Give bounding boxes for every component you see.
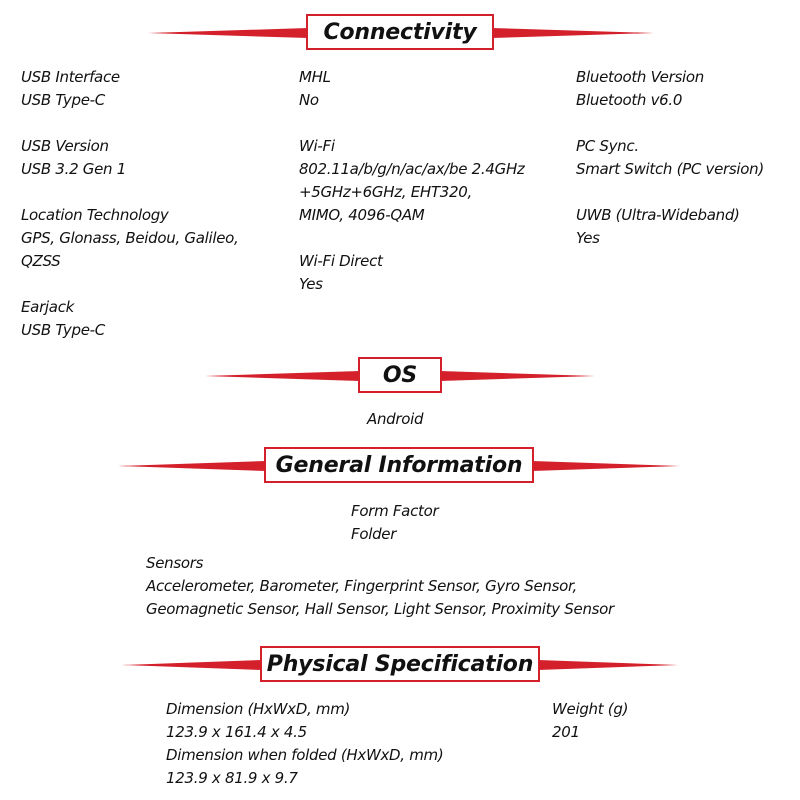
spec-pc-sync — [576, 135, 764, 181]
spec-value: Geomagnetic Sensor, Hall Sensor, Light Sensor, Proximity Sensor — [146, 600, 614, 618]
connectivity-title: Connectivity — [323, 19, 477, 45]
connectivity-section-header — [0, 8, 800, 58]
os-title-box — [358, 357, 442, 393]
spec-dimension — [166, 698, 443, 790]
spec-value: 802.11a/b/g/n/ac/ax/be 2.4GHz — [299, 160, 525, 178]
spec-label: Wi-Fi — [299, 137, 335, 155]
spec-label: USB Version — [21, 137, 109, 155]
spec-label: Location Technology — [21, 206, 169, 224]
spec-value: Yes — [299, 275, 323, 293]
spec-label: Form Factor — [351, 502, 439, 520]
spec-value: Accelerometer, Barometer, Fingerprint Sensor, Gyro Sensor, — [146, 577, 577, 595]
spec-bluetooth-version — [576, 66, 704, 112]
spec-value: Yes — [576, 229, 600, 247]
spec-value: Bluetooth v6.0 — [576, 91, 683, 109]
general-information-section-header — [0, 441, 800, 491]
spec-weight — [552, 698, 628, 744]
spec-label: Wi-Fi Direct — [299, 252, 383, 270]
spec-label: Dimension (HxWxD, mm) — [166, 700, 351, 718]
spec-value: GPS, Glonass, Beidou, Galileo, — [21, 229, 239, 247]
spec-value: MIMO, 4096-QAM — [299, 206, 425, 224]
spec-form-factor — [351, 500, 438, 546]
spec-value: QZSS — [21, 252, 61, 270]
spec-label: Sensors — [146, 554, 204, 572]
connectivity-title-box — [306, 14, 494, 50]
spec-value: USB Type-C — [21, 91, 105, 109]
spec-value: 123.9 x 161.4 x 4.5 — [166, 723, 307, 741]
physical-specification-title: Physical Specification — [266, 651, 534, 677]
spec-label: Weight (g) — [552, 700, 629, 718]
spec-label: MHL — [299, 68, 331, 86]
spec-value: USB Type-C — [21, 321, 105, 339]
spec-mhl — [299, 66, 331, 112]
os-section-header — [0, 351, 800, 401]
spec-wifi-direct — [299, 250, 383, 296]
spec-value: USB 3.2 Gen 1 — [21, 160, 126, 178]
spec-label: PC Sync. — [576, 137, 639, 155]
spec-label: USB Interface — [21, 68, 120, 86]
os-title: OS — [382, 362, 418, 388]
spec-usb-version — [21, 135, 126, 181]
spec-wifi — [299, 135, 525, 227]
spec-label: Earjack — [21, 298, 75, 316]
spec-earjack — [21, 296, 105, 342]
general-information-title: General Information — [275, 452, 523, 478]
spec-value: 201 — [552, 723, 580, 741]
spec-os — [367, 408, 423, 431]
spec-sensors — [146, 552, 614, 621]
spec-location-technology — [21, 204, 238, 273]
spec-value: +5GHz+6GHz, EHT320, — [299, 183, 472, 201]
spec-label: UWB (Ultra-Wideband) — [576, 206, 740, 224]
physical-specification-section-header — [0, 640, 800, 690]
general-information-title-box — [264, 447, 534, 483]
spec-value: Smart Switch (PC version) — [576, 160, 764, 178]
spec-uwb — [576, 204, 740, 250]
spec-value: No — [299, 91, 319, 109]
spec-value: Folder — [351, 525, 397, 543]
physical-specification-title-box — [260, 646, 540, 682]
spec-usb-interface — [21, 66, 120, 112]
spec-label: Dimension when folded (HxWxD, mm) — [166, 746, 444, 764]
spec-value: 123.9 x 81.9 x 9.7 — [166, 769, 298, 787]
spec-label: Bluetooth Version — [576, 68, 704, 86]
spec-value: Android — [367, 410, 424, 428]
